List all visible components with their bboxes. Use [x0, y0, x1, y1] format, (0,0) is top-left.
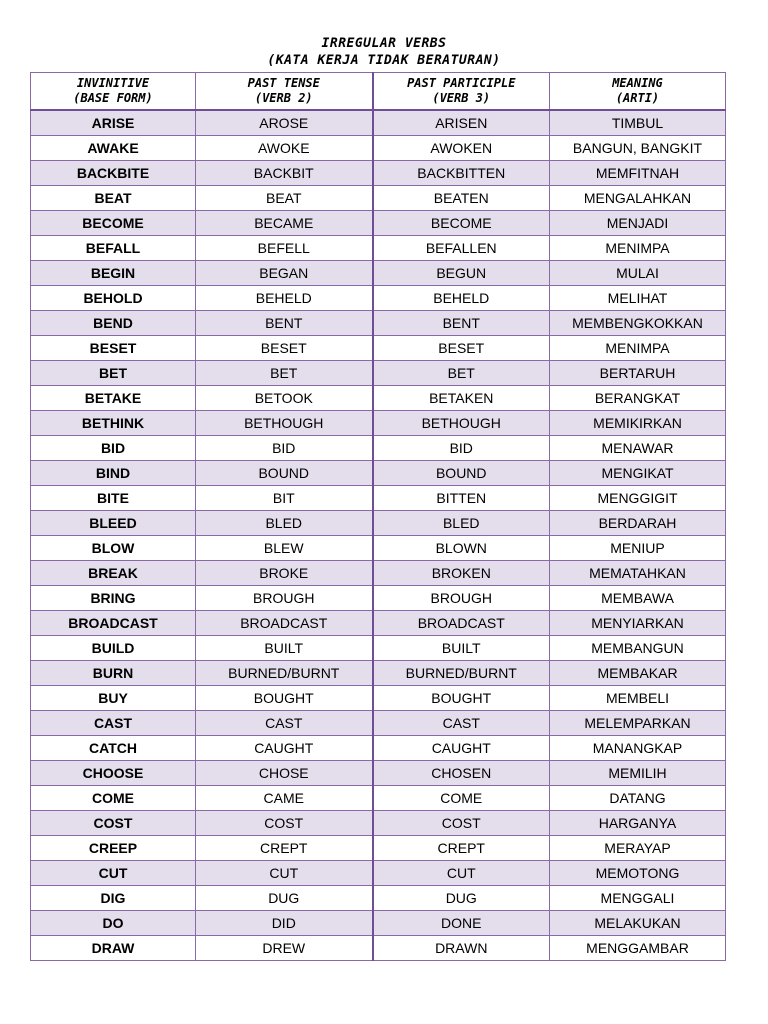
base-form-cell: BETAKE — [31, 386, 196, 411]
past-tense-cell: CAST — [196, 711, 373, 736]
base-form-cell: BROADCAST — [31, 611, 196, 636]
past-tense-cell: BLED — [196, 511, 373, 536]
meaning-cell: MEMBAWA — [550, 586, 726, 611]
table-row — [31, 136, 726, 161]
base-form-cell: BITE — [31, 486, 196, 511]
base-form-cell: DO — [31, 911, 196, 936]
meaning-cell: MEMATAHKAN — [550, 561, 726, 586]
past-participle-cell: BETAKEN — [373, 386, 550, 411]
table-row — [31, 436, 726, 461]
past-tense-cell: BOUGHT — [196, 686, 373, 711]
base-form-cell: CAST — [31, 711, 196, 736]
past-participle-cell: BEGUN — [373, 261, 550, 286]
past-participle-cell: BID — [373, 436, 550, 461]
header-line: (BASE FORM) — [73, 91, 153, 105]
base-form-cell: BECOME — [31, 211, 196, 236]
header-line: (VERB 2) — [254, 91, 313, 105]
base-form-cell: DRAW — [31, 936, 196, 961]
past-participle-cell: BOUND — [373, 461, 550, 486]
base-form-cell: AWAKE — [31, 136, 196, 161]
table-row — [31, 611, 726, 636]
base-form-cell: COME — [31, 786, 196, 811]
header-line: PAST TENSE — [247, 76, 320, 90]
table-row — [31, 636, 726, 661]
past-participle-cell: BROKEN — [373, 561, 550, 586]
past-tense-cell: BENT — [196, 311, 373, 336]
base-form-cell: BUILD — [31, 636, 196, 661]
header-line: (VERB 3) — [432, 91, 491, 105]
past-tense-cell: CAUGHT — [196, 736, 373, 761]
meaning-cell: MENYIARKAN — [550, 611, 726, 636]
table-row — [31, 736, 726, 761]
meaning-cell: MEMBENGKOKKAN — [550, 311, 726, 336]
past-tense-cell: BOUND — [196, 461, 373, 486]
header-line: MEANING — [612, 76, 663, 90]
past-tense-cell: BROKE — [196, 561, 373, 586]
past-participle-cell: BEATEN — [373, 186, 550, 211]
table-row — [31, 911, 726, 936]
table-row — [31, 461, 726, 486]
past-tense-cell: CHOSE — [196, 761, 373, 786]
past-tense-cell: COST — [196, 811, 373, 836]
base-form-cell: BUY — [31, 686, 196, 711]
past-participle-cell: BACKBITTEN — [373, 161, 550, 186]
table-row — [31, 386, 726, 411]
meaning-cell: MENAWAR — [550, 436, 726, 461]
base-form-cell: BRING — [31, 586, 196, 611]
base-form-cell: BLOW — [31, 536, 196, 561]
table-row — [31, 161, 726, 186]
meaning-cell: MEMIKIRKAN — [550, 411, 726, 436]
meaning-cell: MEMFITNAH — [550, 161, 726, 186]
table-row — [31, 586, 726, 611]
header-line: PAST PARTICIPLE — [407, 76, 516, 90]
past-tense-cell: BUILT — [196, 636, 373, 661]
table-row — [31, 811, 726, 836]
meaning-cell: MENGALAHKAN — [550, 186, 726, 211]
past-tense-cell: BROUGH — [196, 586, 373, 611]
base-form-cell: BID — [31, 436, 196, 461]
past-participle-cell: COST — [373, 811, 550, 836]
table-row — [31, 936, 726, 961]
base-form-cell: BLEED — [31, 511, 196, 536]
meaning-cell: BERANGKAT — [550, 386, 726, 411]
base-form-cell: BEGIN — [31, 261, 196, 286]
meaning-cell: MERAYAP — [550, 836, 726, 861]
table-row — [31, 536, 726, 561]
meaning-cell: MEMILIH — [550, 761, 726, 786]
past-tense-cell: CAME — [196, 786, 373, 811]
meaning-cell: MENGIKAT — [550, 461, 726, 486]
past-tense-cell: DID — [196, 911, 373, 936]
table-row — [31, 661, 726, 686]
past-tense-cell: BIT — [196, 486, 373, 511]
meaning-cell: MEMBANGUN — [550, 636, 726, 661]
past-participle-cell: BLOWN — [373, 536, 550, 561]
header-line: INVINITIVE — [76, 76, 150, 90]
meaning-cell: MELIHAT — [550, 286, 726, 311]
meaning-cell: MENIUP — [550, 536, 726, 561]
document-subtitle: (KATA KERJA TIDAK BERATURAN) — [267, 53, 501, 68]
meaning-cell: MULAI — [550, 261, 726, 286]
base-form-cell: BESET — [31, 336, 196, 361]
base-form-cell: BURN — [31, 661, 196, 686]
past-tense-cell: BEGAN — [196, 261, 373, 286]
table-row — [31, 686, 726, 711]
header-past-tense — [196, 73, 373, 111]
table-row — [31, 110, 726, 136]
table-row — [31, 711, 726, 736]
past-tense-cell: DUG — [196, 886, 373, 911]
past-participle-cell: DONE — [373, 911, 550, 936]
table-row — [31, 411, 726, 436]
past-participle-cell: CUT — [373, 861, 550, 886]
header-meaning — [550, 73, 726, 111]
past-tense-cell: AROSE — [196, 110, 373, 136]
past-tense-cell: CUT — [196, 861, 373, 886]
meaning-cell: MENIMPA — [550, 236, 726, 261]
past-tense-cell: BEAT — [196, 186, 373, 211]
past-participle-cell: BLED — [373, 511, 550, 536]
past-tense-cell: BETHOUGH — [196, 411, 373, 436]
past-tense-cell: BESET — [196, 336, 373, 361]
meaning-cell: TIMBUL — [550, 110, 726, 136]
past-tense-cell: BLEW — [196, 536, 373, 561]
meaning-cell: MEMOTONG — [550, 861, 726, 886]
past-participle-cell: CAST — [373, 711, 550, 736]
table-body — [31, 110, 726, 961]
past-participle-cell: CREPT — [373, 836, 550, 861]
past-participle-cell: DUG — [373, 886, 550, 911]
table-row — [31, 861, 726, 886]
past-tense-cell: DREW — [196, 936, 373, 961]
base-form-cell: CUT — [31, 861, 196, 886]
meaning-cell: BERTARUH — [550, 361, 726, 386]
base-form-cell: BEHOLD — [31, 286, 196, 311]
meaning-cell: MEMBAKAR — [550, 661, 726, 686]
meaning-cell: MEMBELI — [550, 686, 726, 711]
table-row — [31, 236, 726, 261]
past-participle-cell: AWOKEN — [373, 136, 550, 161]
past-tense-cell: BET — [196, 361, 373, 386]
table-row — [31, 336, 726, 361]
base-form-cell: BETHINK — [31, 411, 196, 436]
header-past-participle — [373, 73, 550, 111]
table-row — [31, 511, 726, 536]
table-row — [31, 786, 726, 811]
past-tense-cell: BROADCAST — [196, 611, 373, 636]
past-tense-cell: CREPT — [196, 836, 373, 861]
past-tense-cell: BEHELD — [196, 286, 373, 311]
table-row — [31, 836, 726, 861]
table-row — [31, 211, 726, 236]
meaning-cell: MENGGIGIT — [550, 486, 726, 511]
base-form-cell: CREEP — [31, 836, 196, 861]
table-row — [31, 561, 726, 586]
header-row — [31, 73, 726, 111]
past-tense-cell: BETOOK — [196, 386, 373, 411]
past-participle-cell: BEHELD — [373, 286, 550, 311]
meaning-cell: DATANG — [550, 786, 726, 811]
past-tense-cell: BECAME — [196, 211, 373, 236]
past-participle-cell: BETHOUGH — [373, 411, 550, 436]
past-participle-cell: BROADCAST — [373, 611, 550, 636]
table-row — [31, 761, 726, 786]
past-participle-cell: COME — [373, 786, 550, 811]
meaning-cell: MENGGAMBAR — [550, 936, 726, 961]
table-row — [31, 286, 726, 311]
past-tense-cell: BID — [196, 436, 373, 461]
past-participle-cell: CHOSEN — [373, 761, 550, 786]
base-form-cell: BEFALL — [31, 236, 196, 261]
header-line: (ARTI) — [615, 91, 660, 105]
past-participle-cell: BEFALLEN — [373, 236, 550, 261]
table-row — [31, 886, 726, 911]
table-row — [31, 361, 726, 386]
table-row — [31, 186, 726, 211]
table-row — [31, 486, 726, 511]
base-form-cell: BEAT — [31, 186, 196, 211]
past-tense-cell: BEFELL — [196, 236, 373, 261]
past-participle-cell: BUILT — [373, 636, 550, 661]
meaning-cell: MENJADI — [550, 211, 726, 236]
meaning-cell: MELAKUKAN — [550, 911, 726, 936]
base-form-cell: BACKBITE — [31, 161, 196, 186]
base-form-cell: ARISE — [31, 110, 196, 136]
meaning-cell: BERDARAH — [550, 511, 726, 536]
past-participle-cell: DRAWN — [373, 936, 550, 961]
meaning-cell: MENGGALI — [550, 886, 726, 911]
base-form-cell: BREAK — [31, 561, 196, 586]
base-form-cell: COST — [31, 811, 196, 836]
past-participle-cell: ARISEN — [373, 110, 550, 136]
past-participle-cell: BESET — [373, 336, 550, 361]
past-participle-cell: BOUGHT — [373, 686, 550, 711]
table-row — [31, 261, 726, 286]
meaning-cell: MENIMPA — [550, 336, 726, 361]
past-participle-cell: CAUGHT — [373, 736, 550, 761]
past-participle-cell: BROUGH — [373, 586, 550, 611]
document-title: IRREGULAR VERBS — [321, 36, 447, 51]
past-tense-cell: BURNED/BURNT — [196, 661, 373, 686]
header-base-form — [31, 73, 196, 111]
meaning-cell: MELEMPARKAN — [550, 711, 726, 736]
table-row — [31, 311, 726, 336]
meaning-cell: BANGUN, BANGKIT — [550, 136, 726, 161]
past-participle-cell: BITTEN — [373, 486, 550, 511]
base-form-cell: CHOOSE — [31, 761, 196, 786]
past-participle-cell: BURNED/BURNT — [373, 661, 550, 686]
past-participle-cell: BET — [373, 361, 550, 386]
meaning-cell: HARGANYA — [550, 811, 726, 836]
past-participle-cell: BENT — [373, 311, 550, 336]
base-form-cell: CATCH — [31, 736, 196, 761]
base-form-cell: BEND — [31, 311, 196, 336]
base-form-cell: BET — [31, 361, 196, 386]
past-tense-cell: AWOKE — [196, 136, 373, 161]
past-tense-cell: BACKBIT — [196, 161, 373, 186]
past-participle-cell: BECOME — [373, 211, 550, 236]
base-form-cell: BIND — [31, 461, 196, 486]
base-form-cell: DIG — [31, 886, 196, 911]
meaning-cell: MANANGKAP — [550, 736, 726, 761]
irregular-verbs-table — [30, 72, 726, 961]
